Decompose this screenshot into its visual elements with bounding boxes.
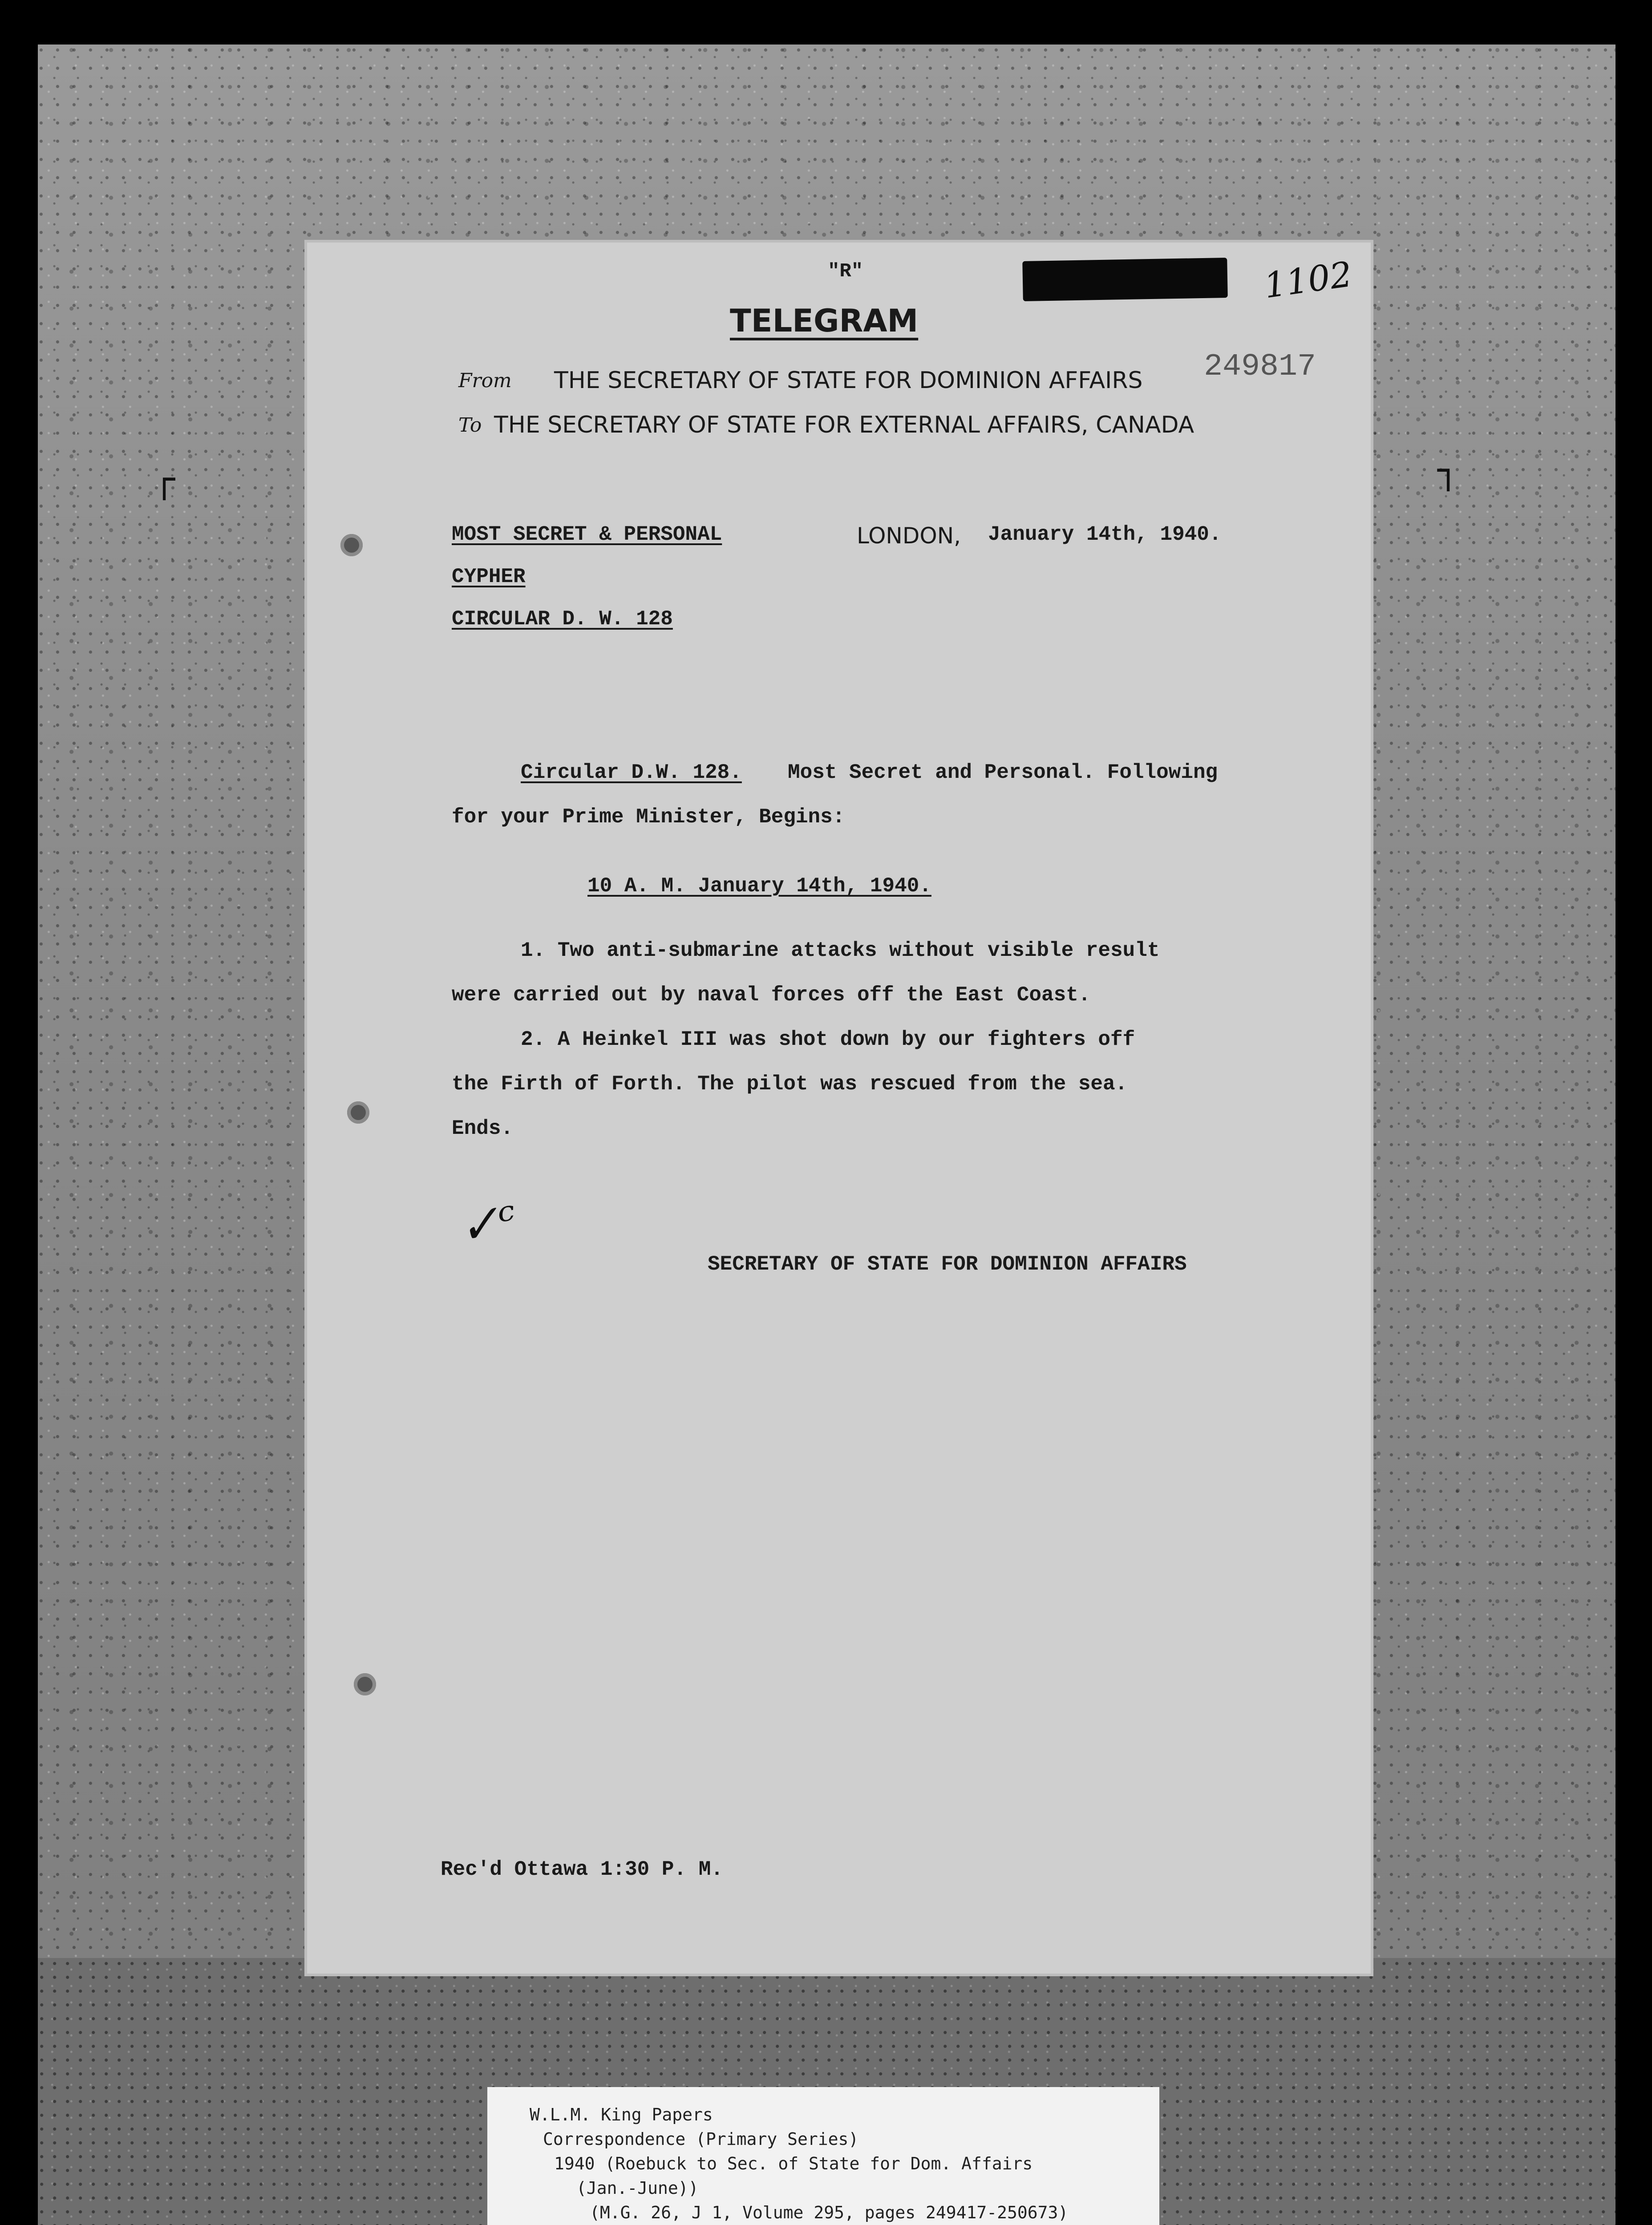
from-value: THE SECRETARY OF STATE FOR DOMINION AFFAIRS [554,367,1143,394]
mode: CYPHER [452,565,526,588]
catalogue-line-1: W.L.M. King Papers [530,2105,713,2124]
redaction-bar [1022,258,1228,301]
punch-hole-top [340,534,363,556]
catalogue-line-4: (Jan.-June)) [576,2178,699,2198]
time-heading: 10 A. M. January 14th, 1940. [587,874,931,898]
paragraph-2-line-1: 2. A Heinkel III was shot down by our fighters off [521,1028,1135,1051]
telegram-page [307,243,1371,1974]
body-circular-ref: Circular D.W. 128. [521,761,742,784]
class-mark: "R" [828,260,863,283]
date: January 14th, 1940. [988,523,1222,546]
registration-mark-right: ┐ [1437,449,1459,491]
stamp-number: 249817 [1204,349,1316,384]
place: LONDON, [857,523,961,549]
body-intro-line2: for your Prime Minister, Begins: [452,805,845,829]
punch-hole-middle [347,1101,369,1124]
received-note: Rec'd Ottawa 1:30 P. M. [441,1858,723,1881]
paragraph-1-line-2: were carried out by naval forces off the East Coast. [452,983,1091,1007]
from-label: From [458,369,512,392]
handwritten-number: 1102 [1261,254,1355,307]
to-value: THE SECRETARY OF STATE FOR EXTERNAL AFFAIRS, CANADA [494,412,1194,438]
catalogue-label [487,2087,1159,2225]
paragraph-2-line-2: the Firth of Forth. The pilot was rescued from the sea. [452,1072,1128,1096]
body-intro: Most Secret and Personal. Following [788,761,1218,784]
registration-mark-left: ┌ [154,458,175,500]
catalogue-line-3: 1940 (Roebuck to Sec. of State for Dom. Affairs [554,2154,1033,2173]
circular-number: CIRCULAR D. W. 128 [452,607,673,631]
signature: SECRETARY OF STATE FOR DOMINION AFFAIRS [708,1253,1187,1276]
punch-hole-bottom [354,1673,376,1695]
ends: Ends. [452,1117,514,1140]
to-label: To [458,414,482,437]
classification: MOST SECRET & PERSONAL [452,523,722,546]
handwritten-tick: ✓ᶜ [453,1190,522,1257]
catalogue-line-2: Correspondence (Primary Series) [543,2129,859,2149]
paragraph-1-line-1: 1. Two anti-submarine attacks without visible result [521,939,1160,962]
telegram-title: TELEGRAM [730,303,919,339]
catalogue-line-5: (M.G. 26, J 1, Volume 295, pages 249417-250673) [590,2203,1069,2222]
